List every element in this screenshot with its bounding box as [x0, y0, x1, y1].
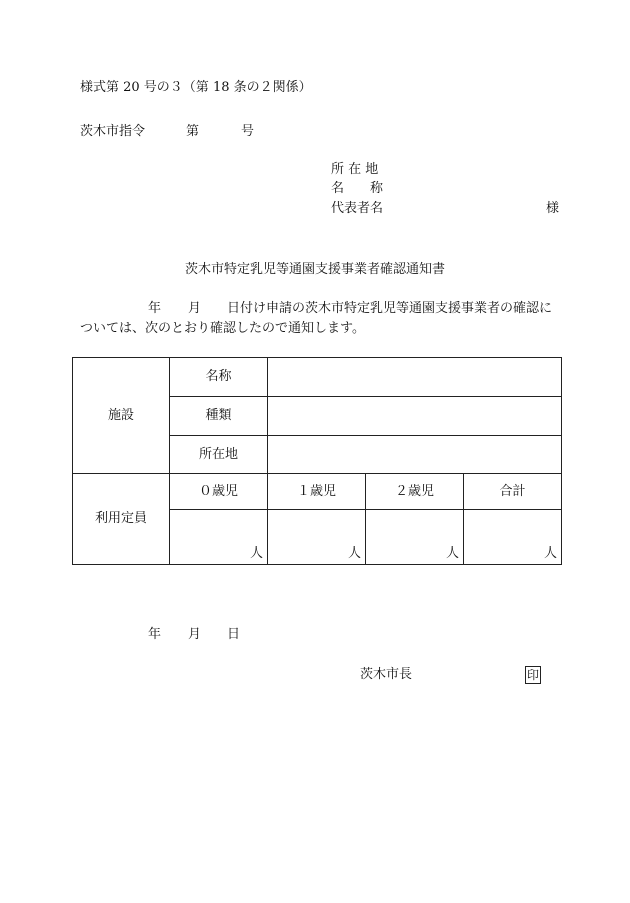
age2-capacity-value[interactable] [366, 510, 464, 565]
footer-month: 月 [188, 627, 202, 642]
unit-label: 人 [347, 546, 361, 561]
capacity-header [170, 474, 268, 510]
issuer-label: 茨木市指令 [80, 124, 146, 139]
facility-type-value[interactable] [268, 397, 562, 436]
total-capacity-value[interactable] [464, 510, 562, 565]
facility-address-value[interactable] [268, 436, 562, 474]
mayor-title: 茨木市長 [360, 667, 413, 682]
seal-mark [525, 666, 541, 684]
facility-row-header [170, 397, 268, 436]
body-line1-text: 日付け申請の茨木市特定乳児等通園支援事業者の確認に [227, 301, 553, 316]
age0-label: ０歳児 [198, 483, 238, 499]
footer-year: 年 [148, 627, 162, 642]
facility-type-label: 種類 [205, 408, 232, 423]
unit-label: 人 [249, 546, 263, 561]
number-prefix: 第 [186, 124, 200, 139]
facility-name-label: 名称 [205, 369, 232, 384]
footer-day: 日 [227, 627, 241, 642]
seal-label: 印 [526, 668, 539, 682]
unit-label: 人 [445, 546, 459, 561]
body-line2-text: ついては、次のとおり確認したので通知します。 [80, 321, 365, 336]
age1-label: １歳児 [296, 483, 336, 499]
recipient-address-label: 所 在 地 [331, 162, 379, 177]
recipient-name-label: 名 称 [331, 181, 384, 196]
confirmation-table [72, 357, 562, 565]
recipient-representative-label: 代表者名 [331, 201, 384, 216]
form-number: 様式第 20 号の３（第 18 条の２関係） [80, 80, 312, 95]
recipient-honorific: 様 [546, 201, 560, 216]
capacity-header [464, 474, 562, 510]
facility-row-header [170, 358, 268, 397]
body-month: 月 [188, 301, 202, 316]
capacity-label-cell [73, 474, 170, 565]
capacity-header [366, 474, 464, 510]
facility-row-header [170, 436, 268, 474]
capacity-header [268, 474, 366, 510]
facility-address-label: 所在地 [198, 446, 238, 462]
body-year: 年 [148, 301, 162, 316]
capacity-label: 利用定員 [94, 511, 147, 526]
facility-name-value[interactable] [268, 358, 562, 397]
age1-capacity-value[interactable] [268, 510, 366, 565]
total-label: 合計 [499, 483, 526, 499]
unit-label: 人 [544, 546, 558, 561]
number-suffix: 号 [241, 124, 255, 139]
age0-capacity-value[interactable] [170, 510, 268, 565]
age2-label: ２歳児 [394, 483, 434, 499]
document-title: 茨木市特定乳児等通園支援事業者確認通知書 [184, 262, 445, 277]
facility-label-cell [73, 358, 170, 474]
facility-label: 施設 [107, 407, 134, 423]
